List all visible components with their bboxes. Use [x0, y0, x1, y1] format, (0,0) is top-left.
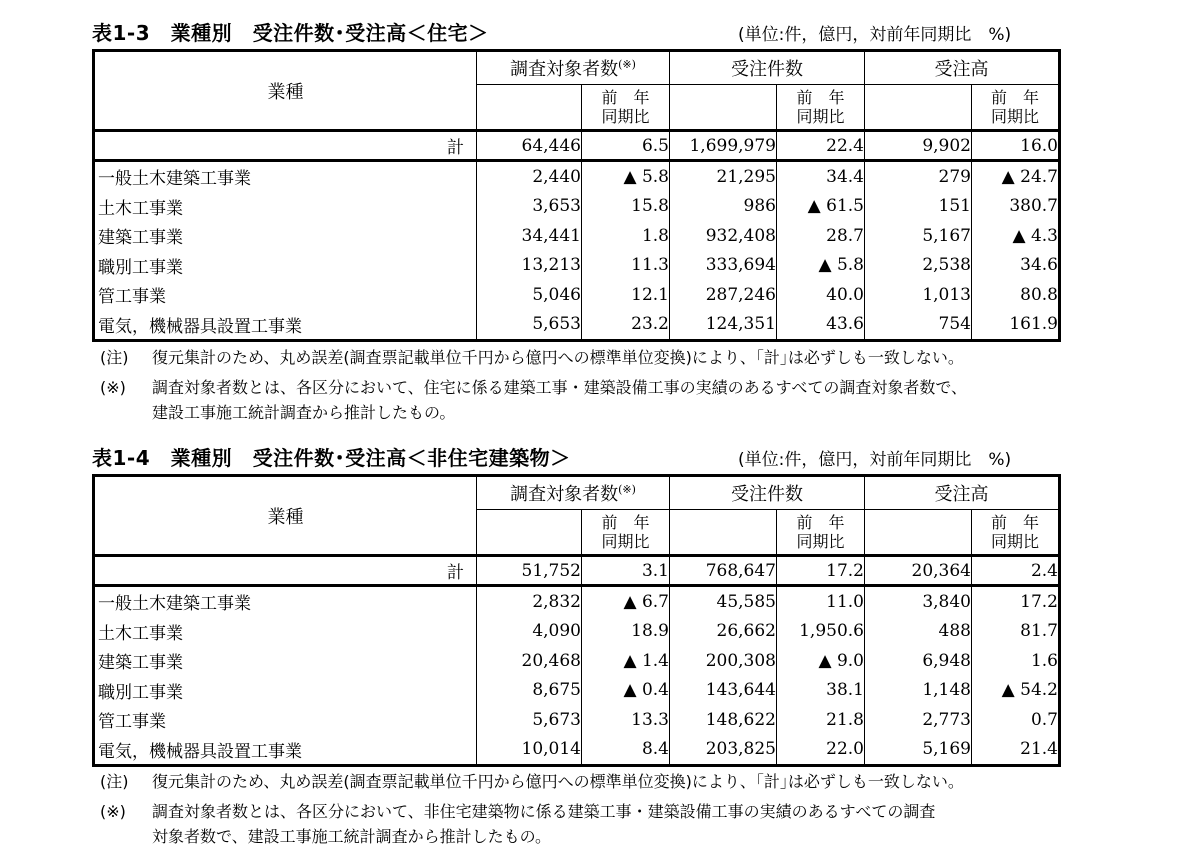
table-cell: 986: [670, 192, 777, 222]
table-cell: 143,644: [670, 676, 777, 706]
table-cell: 1,699,979: [670, 131, 777, 161]
header-category: 業種: [94, 476, 477, 556]
table-cell: 1,013: [865, 280, 972, 310]
table-cell: 15.8: [582, 192, 670, 222]
row-label: 管工事業: [98, 712, 166, 733]
table-cell: ▲ 5.8: [582, 161, 670, 192]
footnote-mark: (注): [100, 772, 129, 791]
table-cell: 13.3: [582, 705, 670, 735]
table-cell: 6,948: [865, 646, 972, 676]
header-respondents: 調査対象者数(※): [477, 476, 670, 510]
table-row: [94, 586, 1060, 617]
row-label: 電気，機械器具設置工事業: [98, 316, 302, 337]
table-cell: 81.7: [972, 617, 1060, 647]
table-cell: 754: [865, 310, 972, 341]
table-cell: 20,364: [865, 556, 972, 586]
table-cell: 51,752: [477, 556, 582, 586]
table-cell: 1,950.6: [777, 617, 865, 647]
table-cell: ▲ 0.4: [582, 676, 670, 706]
table-cell: 40.0: [777, 280, 865, 310]
footnote-text: 建設工事施工統計調査から推計したもの。: [152, 403, 456, 422]
header-yoy: 前 年 同期比: [777, 510, 865, 556]
footnote-text: 復元集計のため、丸め誤差(調査票記載単位千円から億円への標準単位変換)により、｢計｣は必ずしも一致しない。: [152, 772, 964, 791]
table-cell: 2.4: [972, 556, 1060, 586]
header-yoy: 前 年 同期比: [972, 85, 1060, 131]
table-cell: 2,440: [477, 161, 582, 192]
table-cell: 16.0: [972, 131, 1060, 161]
table-cell: ▲ 9.0: [777, 646, 865, 676]
header-order-amount: 受注高: [865, 476, 1060, 510]
table-cell: 488: [865, 617, 972, 647]
table-cell: 932,408: [670, 221, 777, 251]
footnote: [152, 824, 551, 847]
table-cell: 8,675: [477, 676, 582, 706]
row-label: 電気，機械器具設置工事業: [98, 741, 302, 762]
table-title: 表1-3 業種別 受注件数･受注高＜住宅＞: [92, 21, 489, 45]
table-cell: ▲ 6.7: [582, 586, 670, 617]
table-cell: 34.6: [972, 251, 1060, 281]
table-cell: ▲ 54.2: [972, 676, 1060, 706]
table-row: [94, 705, 1060, 735]
header-category: 業種: [94, 51, 477, 131]
footnote: [100, 799, 935, 822]
footnote: [100, 769, 964, 792]
table-cell: 4,090: [477, 617, 582, 647]
unit-label: (単位:件，億円，対前年同期比 %): [738, 450, 1012, 470]
row-label: 土木工事業: [98, 623, 183, 644]
header-yoy: 前 年 同期比: [582, 85, 670, 131]
table-cell: 28.7: [777, 221, 865, 251]
total-label: 計: [94, 131, 477, 161]
table-row: [94, 676, 1060, 706]
row-label: 一般土木建築工事業: [98, 594, 251, 615]
table-row: [94, 617, 1060, 647]
table-cell: 5,673: [477, 705, 582, 735]
footnote-mark: (※): [100, 378, 126, 397]
table-cell: 45,585: [670, 586, 777, 617]
total-label: 計: [94, 556, 477, 586]
footnote-mark: (※): [618, 483, 636, 496]
total-row: [94, 556, 1060, 586]
row-label: 職別工事業: [98, 682, 183, 703]
header-order-count: 受注件数: [670, 476, 865, 510]
table-cell: 22.0: [777, 735, 865, 766]
table-cell: 22.4: [777, 131, 865, 161]
table-cell: 1,148: [865, 676, 972, 706]
table-cell: 8.4: [582, 735, 670, 766]
table-cell: 2,832: [477, 586, 582, 617]
table-cell: 18.9: [582, 617, 670, 647]
row-label: 土木工事業: [98, 198, 183, 219]
table-cell: 2,773: [865, 705, 972, 735]
footnote-text: 復元集計のため、丸め誤差(調査票記載単位千円から億円への標準単位変換)により、｢計｣は必ずしも一致しない。: [152, 348, 964, 367]
footnote: [152, 400, 455, 423]
table-cell: 768,647: [670, 556, 777, 586]
header-order-count: 受注件数: [670, 51, 865, 85]
row-label: 職別工事業: [98, 257, 183, 278]
header-order-amount: 受注高: [865, 51, 1060, 85]
header-yoy: 前 年 同期比: [972, 510, 1060, 556]
table-cell: 287,246: [670, 280, 777, 310]
table-cell: 23.2: [582, 310, 670, 341]
table-cell: 26,662: [670, 617, 777, 647]
table-cell: ▲ 61.5: [777, 192, 865, 222]
row-label: 建築工事業: [98, 228, 183, 249]
table-row: [94, 192, 1060, 222]
table-cell: 10,014: [477, 735, 582, 766]
table-cell: 161.9: [972, 310, 1060, 341]
table-cell: ▲ 5.8: [777, 251, 865, 281]
table-cell: 3,653: [477, 192, 582, 222]
table-row: [94, 280, 1060, 310]
footnote: [100, 345, 964, 368]
table-cell: 5,167: [865, 221, 972, 251]
table-cell: 1.6: [972, 646, 1060, 676]
table-cell: 5,653: [477, 310, 582, 341]
table-cell: 2,538: [865, 251, 972, 281]
table-cell: ▲ 1.4: [582, 646, 670, 676]
table-cell: 21.8: [777, 705, 865, 735]
table-cell: 20,468: [477, 646, 582, 676]
table-cell: 80.8: [972, 280, 1060, 310]
table-cell: ▲ 4.3: [972, 221, 1060, 251]
table-row: [94, 251, 1060, 281]
table-cell: 3.1: [582, 556, 670, 586]
footnote-text: 調査対象者数とは、各区分において、住宅に係る建築工事・建築設備工事の実績のあるすべての調査対象者数で、: [152, 378, 968, 397]
table-cell: 11.3: [582, 251, 670, 281]
table-row: [94, 310, 1060, 341]
table-cell: 21,295: [670, 161, 777, 192]
table-cell: 203,825: [670, 735, 777, 766]
footnote-text: 対象者数で、建設工事施工統計調査から推計したもの。: [152, 827, 552, 846]
header-yoy: 前 年 同期比: [582, 510, 670, 556]
data-table: [92, 474, 1061, 767]
table-row: [94, 221, 1060, 251]
table-cell: 3,840: [865, 586, 972, 617]
table-row: [94, 735, 1060, 766]
header-respondents: 調査対象者数(※): [477, 51, 670, 85]
table-cell: 11.0: [777, 586, 865, 617]
footnote-mark: (※): [618, 58, 636, 71]
table-cell: 151: [865, 192, 972, 222]
table-cell: 5,169: [865, 735, 972, 766]
table-row: [94, 646, 1060, 676]
footnote-mark: (※): [100, 802, 126, 821]
table-cell: 9,902: [865, 131, 972, 161]
table-cell: 279: [865, 161, 972, 192]
table-cell: 5,046: [477, 280, 582, 310]
total-row: [94, 131, 1060, 161]
table-cell: 17.2: [777, 556, 865, 586]
table-cell: 200,308: [670, 646, 777, 676]
table-cell: 124,351: [670, 310, 777, 341]
table-cell: 13,213: [477, 251, 582, 281]
table-cell: 34,441: [477, 221, 582, 251]
header-yoy: 前 年 同期比: [777, 85, 865, 131]
table-title: 表1-4 業種別 受注件数･受注高＜非住宅建築物＞: [92, 446, 571, 470]
table-cell: ▲ 24.7: [972, 161, 1060, 192]
table-cell: 21.4: [972, 735, 1060, 766]
row-label: 建築工事業: [98, 653, 183, 674]
footnote-mark: (注): [100, 348, 129, 367]
table-cell: 64,446: [477, 131, 582, 161]
footnote: [100, 375, 967, 398]
table-cell: 38.1: [777, 676, 865, 706]
table-cell: 6.5: [582, 131, 670, 161]
table-cell: 0.7: [972, 705, 1060, 735]
table-cell: 12.1: [582, 280, 670, 310]
table-cell: 17.2: [972, 586, 1060, 617]
table-row: [94, 161, 1060, 192]
footnote-text: 調査対象者数とは、各区分において、非住宅建築物に係る建築工事・建築設備工事の実績のあるすべての調査: [152, 802, 936, 821]
table-cell: 148,622: [670, 705, 777, 735]
unit-label: (単位:件，億円，対前年同期比 %): [738, 25, 1012, 45]
row-label: 一般土木建築工事業: [98, 169, 251, 190]
table-cell: 1.8: [582, 221, 670, 251]
table-cell: 333,694: [670, 251, 777, 281]
table-cell: 43.6: [777, 310, 865, 341]
table-cell: 380.7: [972, 192, 1060, 222]
row-label: 管工事業: [98, 287, 166, 308]
table-cell: 34.4: [777, 161, 865, 192]
data-table: [92, 49, 1061, 342]
